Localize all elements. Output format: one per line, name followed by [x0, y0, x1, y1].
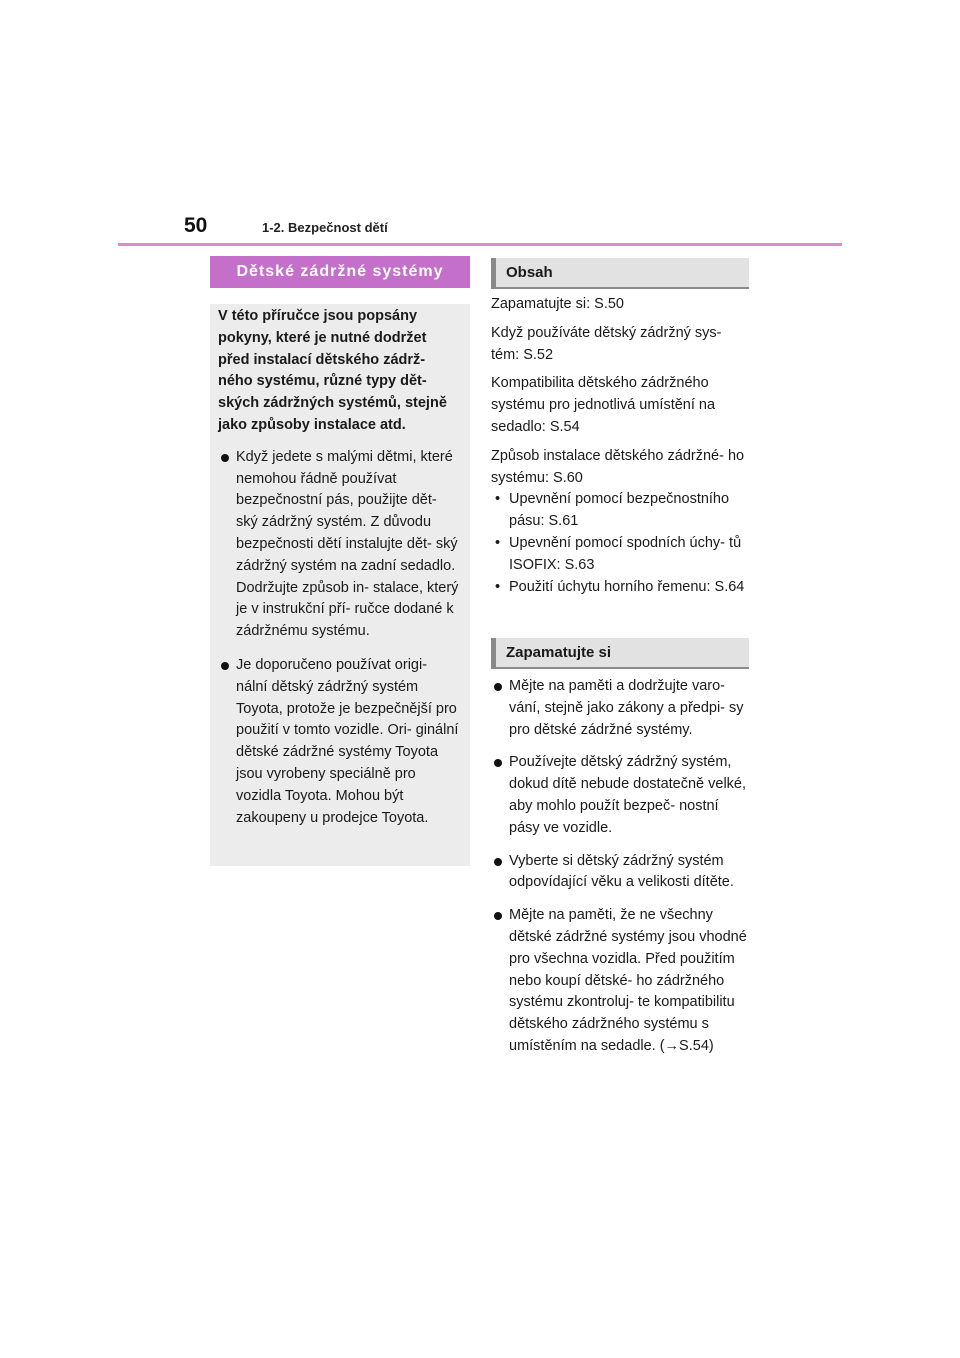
- sub-bullet-icon: •: [495, 578, 501, 595]
- remember-title: Zapamatujte si: [491, 638, 749, 669]
- contents-entry: Zapamatujte si: S.50: [491, 296, 624, 312]
- intro-box: [210, 304, 470, 866]
- remember-list: [491, 676, 753, 1069]
- contents-entry: Způsob instalace dětského zádržné- ho systému: S.60: [491, 447, 745, 486]
- list-item: [491, 676, 753, 741]
- list-item: [491, 752, 753, 839]
- contents-subentry: [491, 577, 753, 599]
- bullet-dot-icon: [494, 759, 502, 767]
- bullet-dot-icon: [221, 454, 229, 462]
- header-rule: [118, 243, 842, 246]
- list-item-text: Vyberte si dětský zádržný systém odpovídající věku a velikosti dítěte.: [509, 852, 734, 891]
- contents-subentry-text: Upevnění pomocí spodních úchy- tů ISOFIX: S.63: [509, 534, 742, 573]
- bullet-dot-icon: [494, 858, 502, 866]
- list-item-text: Mějte na paměti, že ne všechny dětské zádržné systémy jsou vhodné pro všechna vozidla. Před použitím nebo koupí dětské- ho zádržného systému zkontroluj- te kompatibilitu dětského zádržného systému s umístěním na sedadle. (→S.54): [509, 907, 747, 1054]
- list-item-text: Mějte na paměti a dodržujte varo- vání, stejně jako zákony a předpi- sy pro dětské zádržné systémy.: [509, 678, 744, 738]
- list-item-text: Je doporučeno používat origi- nální dětský zádržný systém Toyota, protože je bezpečnější pro použití v tomto vozidle. Ori- ginální dětské zádržné systémy Toyota jsou vyrobeny speciálně pro vozidla Toyota. Mohou být zakoupeny u prodejce Toyota.: [236, 656, 459, 826]
- list-item: [218, 655, 460, 829]
- contents-entry: Když používáte dětský zádržný sys- tém: S.52: [491, 324, 722, 363]
- bullet-dot-icon: [494, 912, 502, 920]
- sub-bullet-icon: •: [495, 534, 501, 551]
- contents-subentry: [491, 489, 753, 533]
- list-item: [218, 447, 460, 643]
- contents-title: Obsah: [491, 258, 749, 289]
- page-number: 50: [184, 214, 208, 237]
- list-item-text: Když jedete s malými dětmi, které nemohou řádně používat bezpečnostní pás, použijte dět- ský zádržný systém. Z důvodu bezpečnosti dětí instalujte dět- ský zádržný systém na zadní sedadlo. Dodržujte způsob in- stalace, který je v instrukční pří- ručce dodané k zádržnému systému.: [236, 448, 459, 640]
- contents-list: [491, 294, 753, 598]
- list-item: [491, 851, 753, 895]
- contents-subentry-text: Použití úchytu horního řemenu: S.64: [509, 578, 745, 595]
- sub-bullet-icon: •: [495, 491, 501, 508]
- bullet-dot-icon: [221, 662, 229, 670]
- intro-text: V této příručce jsou popsány pokyny, které je nutné dodržet před instalací dětského zádrž- ného systému, různé typy dět- ských zádržných systémů, stejně jako způsoby instalace atd.: [218, 308, 447, 433]
- bullet-dot-icon: [494, 683, 502, 691]
- section-header: 1-2. Bezpečnost dětí: [262, 220, 388, 235]
- list-item-text: Používejte dětský zádržný systém, dokud dítě nebude dostatečně velké, aby mohlo použít bezpeč- nostní pásy ve vozidle.: [509, 754, 747, 836]
- contents-subentry: [491, 533, 753, 577]
- contents-entry: Kompatibilita dětského zádržného systému pro jednotlivá umístění na sedadlo: S.54: [491, 375, 716, 435]
- left-section-title: Dětské zádržné systémy: [210, 256, 470, 288]
- contents-subentry-text: Upevnění pomocí bezpečnostního pásu: S.61: [509, 491, 730, 530]
- list-item: [491, 905, 753, 1058]
